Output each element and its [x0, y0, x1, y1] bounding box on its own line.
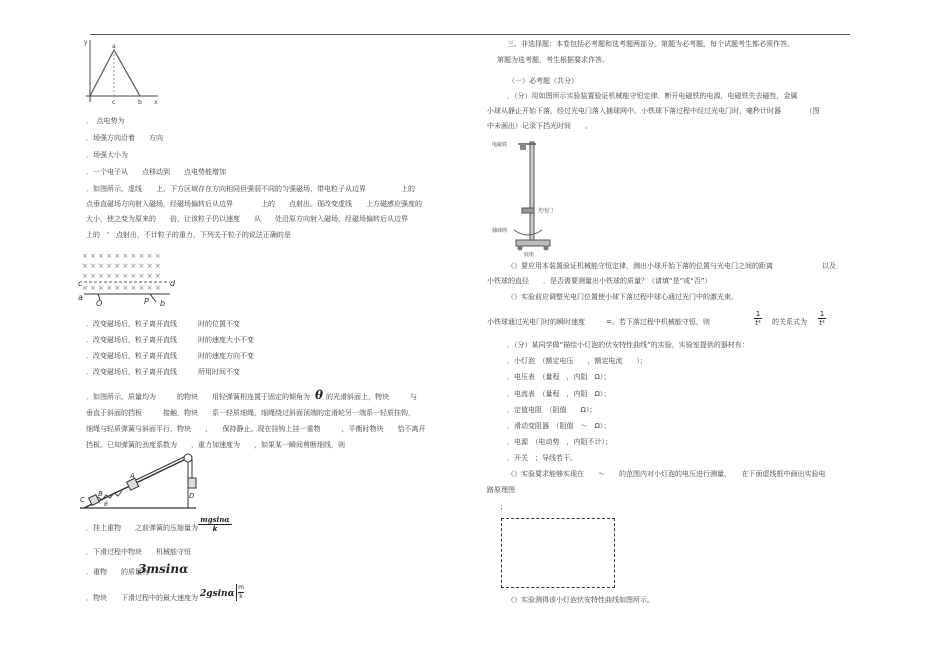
r-q2-intro: ．（分）某同学做“描绘小灯泡的伏安特性曲线”的实验，实验室提供的器材有： — [507, 341, 749, 349]
q3-line-1b: 的光滑斜面上，物块 与 — [326, 393, 417, 401]
formula-velocity: 2gsinα — [200, 589, 235, 599]
section-title-2: 第题为选考题，考生根据要求作答。 — [497, 56, 609, 64]
r-q1b: （）实验前应调整光电门位置使小球下落过程中球心通过光门中的激光束。 — [507, 293, 738, 301]
r-q2a-line-1: （）实验要求能够实现在 ～ 的范围内对小灯泡的电压进行测量， 在下面虚线框中画出实验电 — [507, 470, 826, 478]
svg-text:× × × × × × × × × ×: × × × × × × × × × × — [82, 252, 161, 260]
svg-text:P: P — [144, 297, 149, 306]
header-rule — [90, 34, 850, 35]
section-title-1: 三、非选择题：本卷包括必考题和选考题两部分。第题为必考题，每个试题考生都必须作答。 — [507, 40, 794, 48]
q2-opt-d: ．改变磁场后，粒子离开直线 所用时间不变 — [86, 368, 240, 376]
svg-text:B: B — [98, 490, 103, 498]
svg-text:光电门: 光电门 — [538, 208, 554, 214]
pulley — [184, 454, 192, 462]
svg-text:底座: 底座 — [524, 252, 535, 258]
r-q2b: （）实验测得该小灯泡伏安特性曲线如图所示。 — [507, 596, 654, 604]
svg-text:× × × × × × × × × ×: × × × × × × × × × × — [82, 272, 161, 280]
r-q1-line-3: 中未画出）记录下挡光时间 。 — [487, 122, 592, 130]
r-q1c-relation: 的关系式为 — [772, 318, 807, 326]
q2-line-1: ．如图所示，虚线 上、下方区域存在方向相同但强弱不同的匀强磁场，带电粒子从边界 上的 — [86, 185, 415, 193]
stand-base — [516, 240, 550, 246]
weight-d — [188, 478, 196, 488]
q2-line-4: 上的 ' 点射出，不计粒子的重力，下列关于粒子的说法正确的是 — [86, 231, 291, 239]
svg-text:电磁铁: 电磁铁 — [492, 142, 508, 148]
photogate — [522, 208, 534, 213]
q3-line-1: ．如图所示，质量均为 的物块 用轻弹簧相连置于固定的倾角为 — [86, 393, 310, 401]
r-q2a-line-2: 路原理图 — [487, 486, 515, 494]
q3-opt-b: ．下滑过程中物块 机械能守恒 — [86, 548, 191, 556]
r-q2-item-d: ．定值电阻 （阻值 Ω）； — [507, 406, 597, 414]
q3-opt-a: ．挂上重物 之前弹簧的压缩量为 — [86, 524, 198, 532]
electromagnet — [520, 144, 526, 150]
r-q1a-line-2: 小铁球的直径 ．是否需要测量出小铁球的质量？（请填“是”或“否”） — [487, 277, 712, 285]
svg-text:b: b — [160, 299, 166, 308]
q2-opt-a: ．改变磁场后，粒子离开直线 时的位置不变 — [86, 320, 240, 328]
r-q2-item-g: ．开关 ；导线若干。 — [507, 454, 577, 462]
subsection-title: （一）必考题（共分） — [508, 77, 578, 85]
rope — [136, 456, 186, 480]
r-q1-line-2: 小球从静止开始下落，经过光电门落入捕球网中。小铁球下落过程中经过光电门时，毫秒计时器 （图 — [487, 107, 820, 115]
r-q1a-line-1: （）要应用本装置验证机械能守恒定律，测出小球开始下落的位置与光电门之间的距离 以及 — [507, 262, 836, 270]
q2-line-2: 点垂直磁场方向射入磁场，经磁场偏转后从边界 上的 点射出。现改变虚线 上方磁感应强度的 — [86, 200, 422, 208]
r-q2-item-f: ．电源 （电动势 ，内阻不计）； — [507, 438, 612, 446]
peak-label: a — [112, 43, 116, 50]
q2-opt-c: ．改变磁场后，粒子离开直线 时的速度方向不变 — [86, 352, 254, 360]
svg-text:D: D — [189, 492, 195, 500]
formula-velocity-root: m k — [236, 584, 244, 601]
x-label: x — [154, 99, 158, 106]
y-label: y — [84, 39, 88, 46]
q2-line-3: 大小，使之变为原来的 倍，让该粒子仍以速度 从 处沿原方向射入磁场，经磁场偏转后从边界 — [86, 215, 408, 223]
q1-opt-a: ． 点电势为 — [86, 117, 125, 125]
r-q2-item-b: ．电压表 （量程 ，内阻 Ω）； — [507, 373, 611, 381]
tick-b: b — [138, 99, 142, 106]
fraction-1-over-t2: 1 t² — [755, 310, 761, 327]
angle-symbol: θ — [315, 388, 324, 402]
q1-opt-c: ．场强大小为 — [86, 151, 128, 159]
q3-line-3: 细绳与轻质弹簧与斜面平行，物块 、 保持静止。现在挂钩上挂一重物 ，平衡时物块 恰不离开 — [86, 425, 426, 433]
apparatus-figure — [490, 138, 560, 256]
r-q2-item-a: ．小灯泡 （额定电压 ，额定电流 ）； — [507, 357, 647, 365]
q3-opt-d: ．物块 下滑过程中的最大速度为 — [86, 594, 198, 602]
r-q2-item-e: ．滑动变阻器 （阻值 ～ Ω）； — [507, 422, 611, 430]
svg-text:A: A — [130, 472, 135, 480]
potential-curve — [90, 50, 140, 96]
q3-line-4: 挡板。已知弹簧的劲度系数为 ，重力加速度为 ，如果某一瞬间剪断细线，则 — [86, 441, 345, 449]
svg-text:× × × × × × × × × ×: × × × × × × × × × × — [82, 284, 161, 292]
magnetic-field-figure — [78, 248, 178, 306]
svg-text:a: a — [78, 293, 83, 302]
potential-graph — [80, 38, 160, 108]
svg-text:θ: θ — [104, 501, 108, 508]
tick-c: c — [112, 99, 116, 106]
exit-path — [150, 294, 156, 302]
svg-text:C: C — [80, 496, 85, 504]
q3-line-2: 垂直于斜面的挡板 接触，物块 系一轻质细绳，细绳绕过斜面顶端的定滑轮另一端系一轻质挂钩， — [86, 409, 415, 417]
catch-net — [514, 230, 542, 235]
q1-opt-d: ．一个电子从 点移动到 点电势能增加 — [86, 168, 226, 176]
r-semicolon: ； — [500, 503, 507, 511]
incline-figure — [76, 452, 206, 514]
q2-opt-b: ．改变磁场后，粒子离开直线 时的速度大小不变 — [86, 336, 254, 344]
r-q1c: 小铁球通过光电门时的瞬时速度 =。若下落过程中机械能守恒，则 — [487, 318, 710, 326]
q3-opt-c: ．重物 的质量为 — [86, 568, 149, 576]
circuit-drawing-box — [501, 518, 615, 588]
fraction-1-over-t2-b: 1 t² — [819, 310, 825, 327]
svg-text:c: c — [78, 279, 83, 288]
formula-mass: 3msinα — [138, 562, 189, 576]
svg-text:O: O — [96, 299, 103, 308]
formula-compression: mgsinα k — [198, 516, 232, 533]
r-q2-item-c: ．电流表 （量程 ，内阻 Ω）； — [507, 390, 611, 398]
field-crosses — [82, 252, 161, 292]
q1-opt-b: ．场强方向沿着 方向 — [86, 134, 163, 142]
stand-pole — [530, 142, 534, 242]
svg-text:d: d — [170, 279, 176, 288]
svg-text:× × × × × × × × × ×: × × × × × × × × × × — [82, 262, 161, 270]
r-q1-line-1: ．（分）用如图所示实验装置验证机械能守恒定律．断开电磁铁的电源，电磁铁失去磁性，金属 — [507, 92, 798, 100]
svg-text:捕球网: 捕球网 — [492, 228, 508, 234]
